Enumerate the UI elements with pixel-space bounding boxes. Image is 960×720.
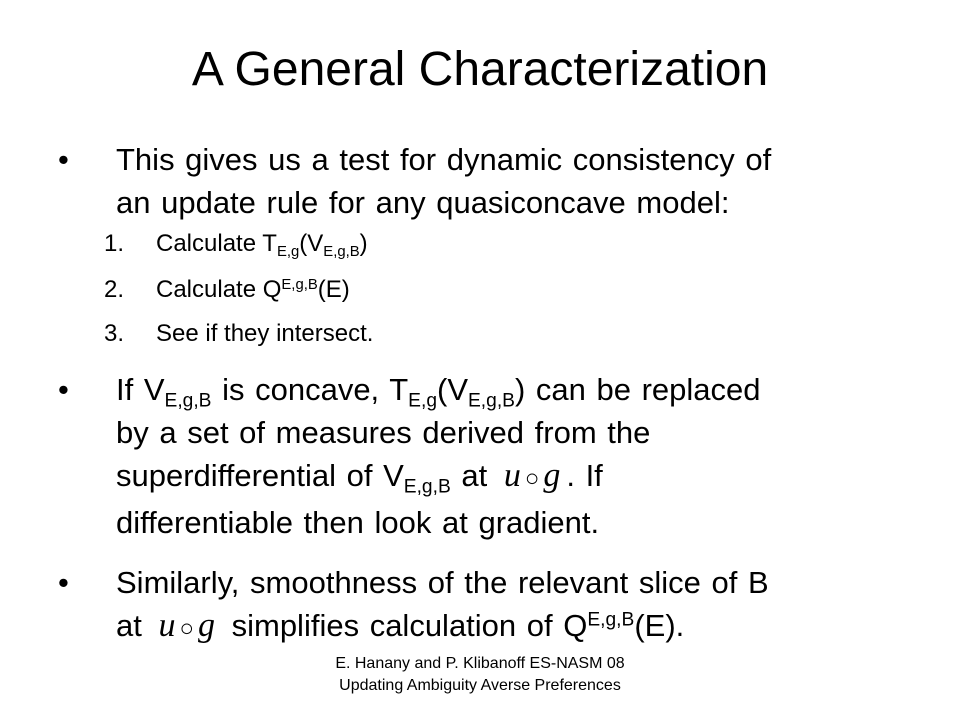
text-run: simplifies calculation of Q bbox=[231, 608, 588, 643]
bullet-dot: • bbox=[58, 565, 69, 600]
slide-title: A General Characterization bbox=[191, 43, 769, 96]
footer-authors: E. Hanany and P. Klibanoff ES-NASM 08 bbox=[335, 655, 625, 672]
subscript: E,g,B bbox=[164, 390, 212, 412]
step-text: Calculate Q bbox=[156, 276, 282, 303]
step-text: Calculate T bbox=[156, 230, 277, 257]
math-u: u bbox=[503, 457, 521, 494]
bullet-dynamic-consistency-test bbox=[58, 138, 898, 224]
math-u-circ-g bbox=[498, 454, 567, 501]
text-run: at bbox=[450, 458, 488, 493]
subscript: E,g bbox=[276, 244, 300, 261]
text-run: at bbox=[116, 608, 142, 643]
math-g: g bbox=[543, 457, 561, 494]
text-run: superdifferential of V bbox=[116, 458, 404, 493]
bullet-line: This gives us a test for dynamic consistency of bbox=[116, 142, 772, 177]
subscript: E,g,B bbox=[323, 244, 360, 261]
bullet-line: Similarly, smoothness of the relevant slice of B bbox=[116, 565, 769, 600]
bullet-smoothness bbox=[58, 561, 898, 651]
text-run: (V bbox=[437, 372, 468, 407]
step-number: 3. bbox=[104, 320, 125, 347]
math-u-circ-g bbox=[152, 604, 221, 651]
step-3 bbox=[104, 319, 804, 349]
superscript: E,g,B bbox=[281, 276, 318, 293]
text-run: ) can be replaced bbox=[514, 372, 761, 407]
bullet-line: differentiable then look at gradient. bbox=[116, 505, 600, 540]
bullet-text bbox=[116, 138, 898, 224]
composition-operator: ○ bbox=[524, 466, 540, 492]
superscript: E,g,B bbox=[587, 609, 635, 631]
math-u: u bbox=[158, 607, 176, 644]
math-g: g bbox=[197, 607, 215, 644]
composition-operator: ○ bbox=[179, 616, 194, 642]
text-run: If V bbox=[116, 372, 165, 407]
text-run: (E). bbox=[634, 608, 685, 643]
footer-topic: Updating Ambiguity Averse Preferences bbox=[339, 677, 621, 694]
subscript: E,g,B bbox=[403, 476, 451, 498]
subscript: E,g bbox=[408, 390, 437, 412]
bullet-concave-case bbox=[58, 368, 898, 544]
step-number: 1. bbox=[104, 230, 125, 257]
text-run: . If bbox=[566, 458, 603, 493]
bullet-text bbox=[116, 561, 898, 651]
bullet-dot: • bbox=[58, 372, 69, 407]
bullet-text bbox=[116, 368, 898, 544]
step-1 bbox=[104, 229, 804, 259]
text-run: is concave, T bbox=[211, 372, 409, 407]
subscript: E,g,B bbox=[468, 390, 515, 412]
slide-footer bbox=[0, 653, 960, 697]
step-2 bbox=[104, 275, 804, 305]
step-text: See if they intersect. bbox=[156, 320, 374, 347]
bullet-line: an update rule for any quasiconcave model: bbox=[116, 185, 730, 220]
bullet-dot: • bbox=[58, 142, 69, 177]
step-text: (E) bbox=[317, 276, 350, 303]
step-number: 2. bbox=[104, 276, 125, 303]
step-text: (V bbox=[299, 230, 324, 257]
step-text: ) bbox=[359, 230, 368, 257]
bullet-line: by a set of measures derived from the bbox=[116, 415, 651, 450]
